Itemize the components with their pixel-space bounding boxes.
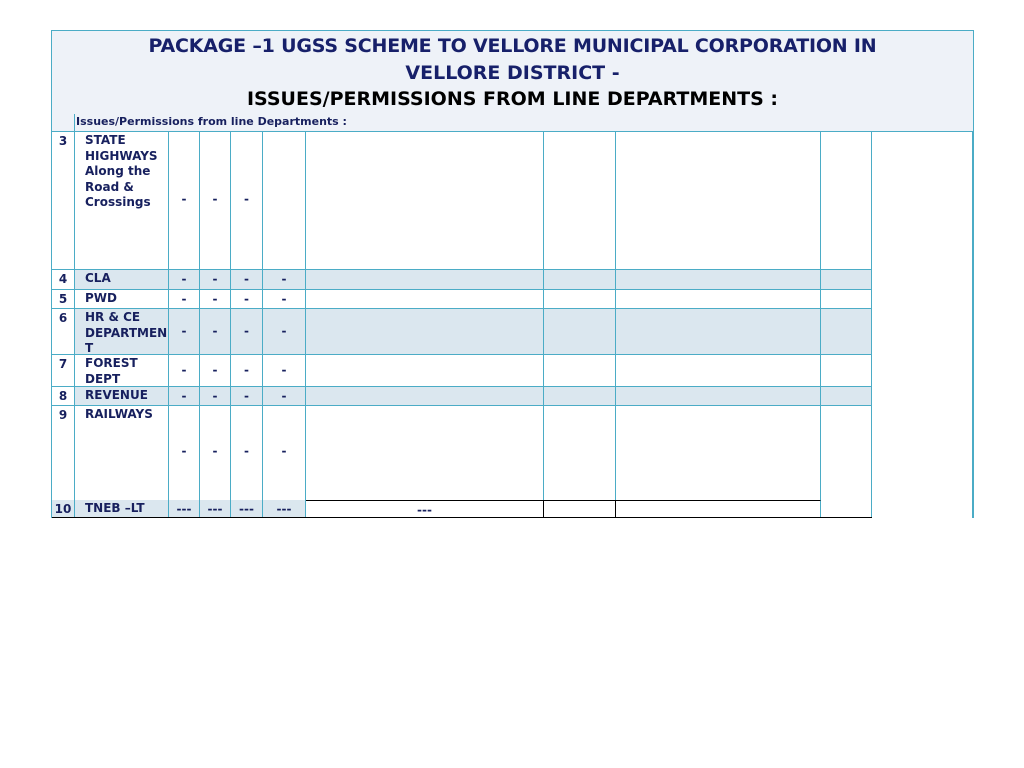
cell-1: - <box>169 406 200 500</box>
table-title <box>52 31 973 115</box>
cell-3: - <box>231 309 263 354</box>
table-row <box>52 309 973 355</box>
table-row <box>52 290 973 309</box>
cell-3: - <box>231 132 263 269</box>
cell-5: --- <box>306 500 544 517</box>
issues-table <box>51 30 974 518</box>
cell-2: - <box>200 290 231 308</box>
cell-2: - <box>200 270 231 289</box>
cell-3: - <box>231 355 263 386</box>
subheader-label: Issues/Permissions from line Departments : <box>76 115 347 128</box>
table-row <box>52 355 973 387</box>
remarks-column <box>872 132 973 518</box>
cell-3: - <box>231 406 263 500</box>
cell-1: - <box>169 290 200 308</box>
cell-1: - <box>169 309 200 354</box>
department-name: CLA <box>75 270 169 289</box>
cell-1: - <box>169 387 200 405</box>
cell-4: - <box>263 290 306 308</box>
row-number: 9 <box>52 406 75 500</box>
cell-4 <box>263 132 306 269</box>
cell-1: --- <box>169 500 200 517</box>
row-number: 6 <box>52 309 75 354</box>
row-number: 5 <box>52 290 75 308</box>
row-number: 3 <box>52 132 75 269</box>
cell-2: --- <box>200 500 231 517</box>
cell-1: - <box>169 270 200 289</box>
row-number: 10 <box>52 500 75 517</box>
title-line-2: VELLORE DISTRICT - <box>405 62 620 84</box>
cell-3: - <box>231 387 263 405</box>
cell-3: --- <box>231 500 263 517</box>
department-name: TNEB –LT <box>75 500 169 517</box>
row-number: 7 <box>52 355 75 386</box>
cell-1: - <box>169 355 200 386</box>
cell-2: - <box>200 132 231 269</box>
cell-4: --- <box>263 500 306 517</box>
department-name: STATE HIGHWAYS Along the Road & Crossings <box>75 132 169 269</box>
department-name: PWD <box>75 290 169 308</box>
cell-3: - <box>231 270 263 289</box>
table-row <box>52 406 973 500</box>
cell-4: - <box>263 355 306 386</box>
cell-1: - <box>169 132 200 269</box>
row-number: 4 <box>52 270 75 289</box>
table-row <box>52 387 973 406</box>
cell-4: - <box>263 309 306 354</box>
department-name: HR & CE DEPARTMEN T <box>75 309 169 354</box>
row-number: 8 <box>52 387 75 405</box>
subheader-row <box>52 114 973 132</box>
cell-2: - <box>200 406 231 500</box>
department-name: FOREST DEPT <box>75 355 169 386</box>
cell-2: - <box>200 309 231 354</box>
title-line-1: PACKAGE –1 UGSS SCHEME TO VELLORE MUNICIPAL CORPORATION IN <box>148 35 877 57</box>
title-line-3: ISSUES/PERMISSIONS FROM LINE DEPARTMENTS : <box>246 88 779 110</box>
table-row <box>52 270 973 290</box>
cell-4: - <box>263 270 306 289</box>
table-row <box>52 132 973 270</box>
cell-3: - <box>231 290 263 308</box>
cell-4: - <box>263 406 306 500</box>
department-name: REVENUE <box>75 387 169 405</box>
cell-2: - <box>200 355 231 386</box>
cell-4: - <box>263 387 306 405</box>
department-name: RAILWAYS <box>75 406 169 500</box>
cell-2: - <box>200 387 231 405</box>
table-row <box>52 500 973 518</box>
